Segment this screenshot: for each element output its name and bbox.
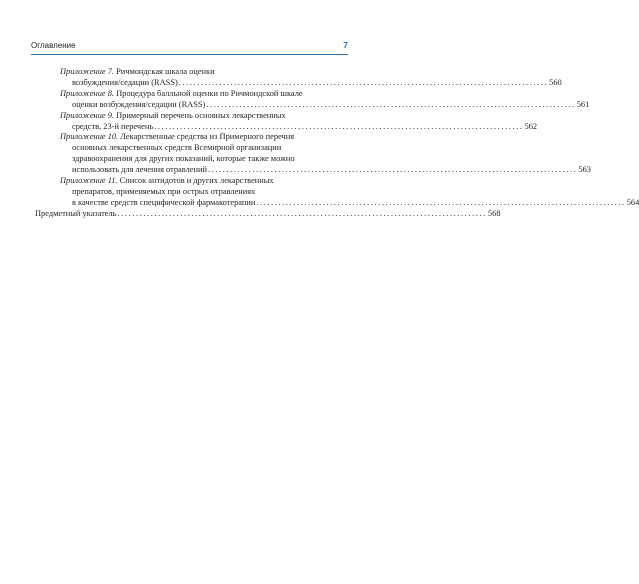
toc-entry-page: 562 [524,121,538,131]
running-head [31,41,348,54]
toc-entry-page: 561 [576,99,590,109]
toc-entry-title: Лекарственные средства из Примерного перечня [120,132,295,142]
toc-entry-last-line [31,77,562,89]
toc-entry-appendix-9[interactable] [31,110,538,133]
toc-entry-appendix-10[interactable] [31,132,591,176]
toc-entry-page: 568 [487,208,501,218]
toc-entry-appendix-7[interactable] [31,67,562,89]
dot-leader: .................................................................................................... [178,77,549,87]
dot-leader: .................................................................................................... [154,121,524,131]
dot-leader: .................................................................................................... [256,197,626,207]
toc-entry-label: Приложение 11. [60,176,118,186]
toc-entry-title-end: оценки возбуждения/седации (RASS) [72,99,206,109]
dot-leader: .................................................................................................... [207,165,578,175]
toc-entry-last-line [31,165,591,176]
page-number: 7 [343,40,348,50]
toc-entry-label: Приложение 8. [60,88,114,98]
toc-entry-first-line [31,176,348,187]
toc-entry-page: 564 [626,197,639,207]
toc-entry-appendix-11[interactable] [31,176,639,209]
toc-entry-first-line [31,132,348,143]
toc-entry-last-line [31,197,639,209]
toc-entry-appendix-8[interactable] [31,88,590,111]
toc-entry-first-line [31,89,348,100]
toc-entry-subject-index[interactable] [31,208,501,220]
toc-entry-page: 563 [578,165,591,175]
toc-entry-title: Ричмондская шкала оценки [116,67,215,76]
toc-entry-label: Приложение 7. [60,67,114,76]
toc-entry-first-line [31,67,348,78]
toc-entry-last-line [31,121,538,133]
toc-entry-title-end: использовать для лечения отравлений [72,165,207,175]
toc-entry-title-end: в качестве средств специфической фармакотерапии [72,197,256,207]
toc-entry-title: Предметный указатель [35,208,117,218]
toc-entry-title: Процедура балльной оценки по Ричмондской шкале [116,88,303,98]
dot-leader: .................................................................................................... [206,99,576,109]
toc-entry-last-line [31,99,590,111]
dot-leader: .................................................................................................... [117,208,487,218]
table-of-contents [31,67,639,220]
toc-entry-line: основных лекарственных средств Всемирной организации [72,143,282,153]
toc-entry-title-end: средств, 23-й перечень [72,121,154,131]
toc-entry-last-line [31,208,501,220]
toc-entry-line: препаратов, применяемых при острых отравлениях [72,186,256,196]
toc-entry-line: здравоохранения для других показаний, которые также можно [72,154,295,164]
running-head-title: Оглавление [31,41,76,50]
header-rule [31,54,348,55]
toc-entry-title: Список антидотов и других лекарственных [119,176,274,186]
toc-entry-label: Приложение 9. [60,110,114,120]
toc-entry-title: Примерный перечень основных лекарственных [116,110,286,120]
toc-entry-first-line [31,111,348,122]
toc-entry-title-end: возбуждения/седации (RASS) [72,77,178,87]
toc-entry-page: 560 [549,77,562,87]
toc-entry-label: Приложение 10. [60,132,119,142]
